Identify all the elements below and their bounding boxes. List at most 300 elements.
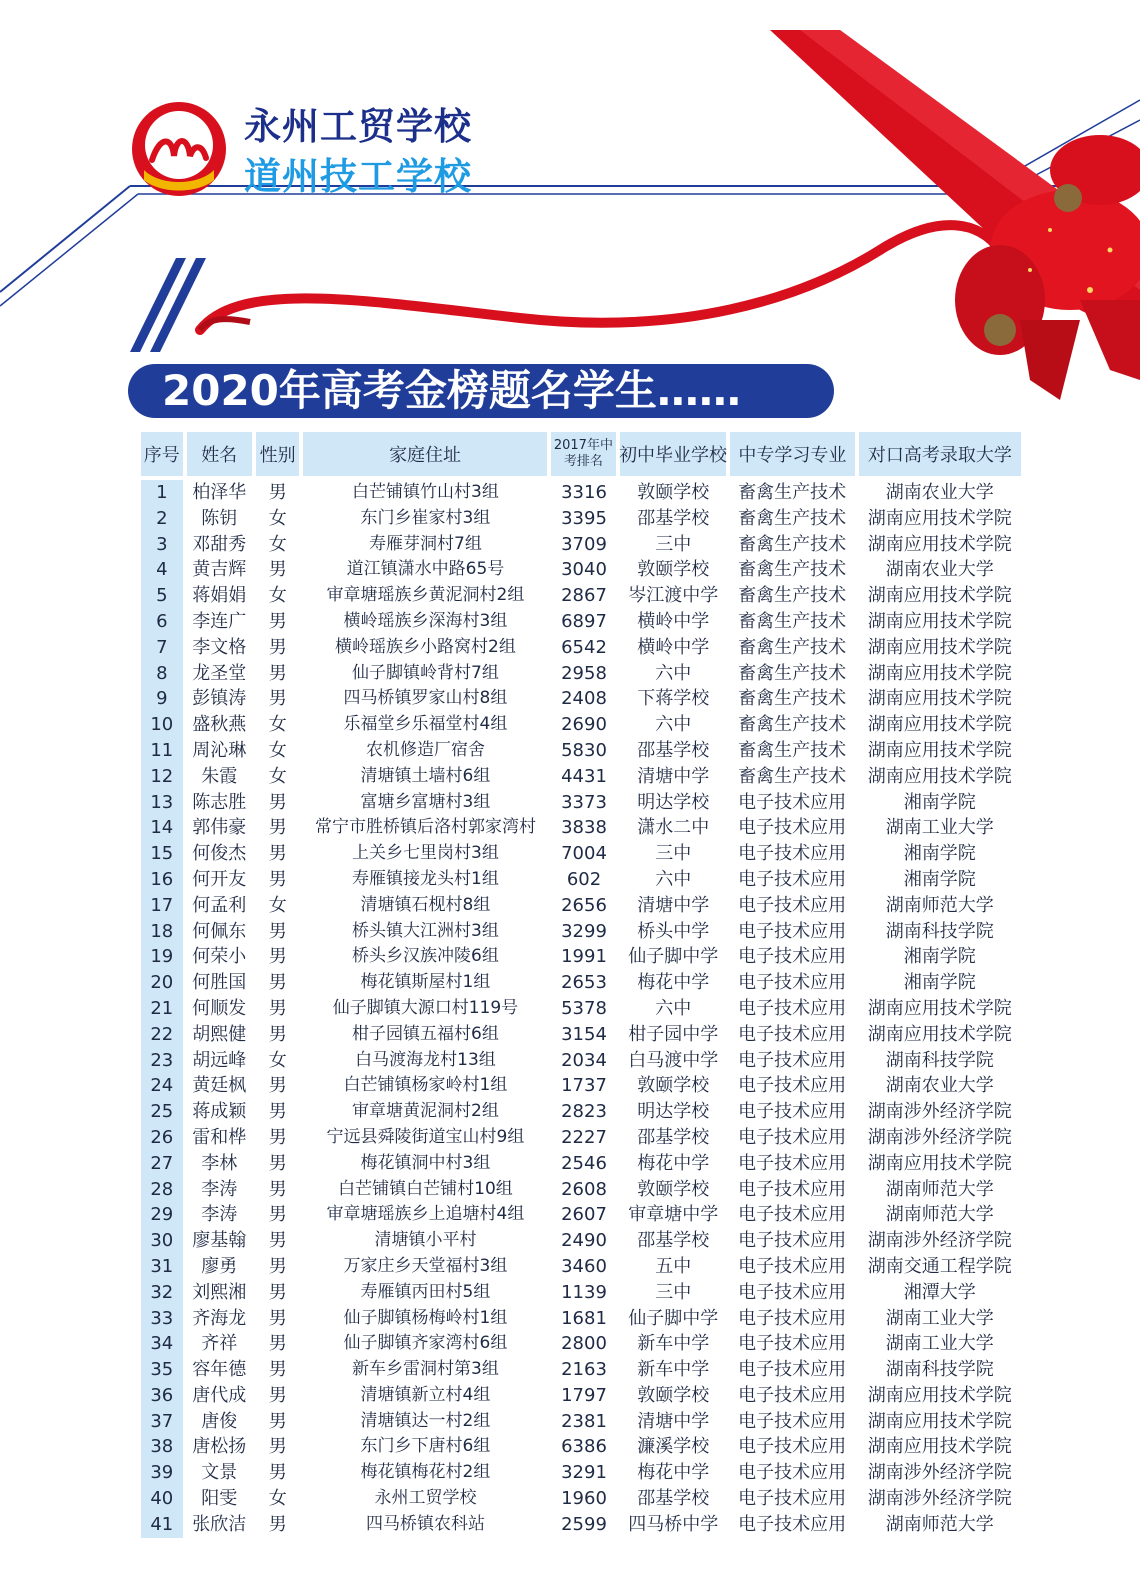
middle-school: 明达学校 <box>637 791 710 813</box>
exam-rank: 1991 <box>561 946 607 968</box>
table-row <box>141 841 1021 867</box>
row-number: 20 <box>141 970 183 996</box>
exam-rank: 2608 <box>561 1178 607 1200</box>
vocational-major: 电子技术应用 <box>738 1049 847 1071</box>
row-number: 34 <box>141 1331 183 1357</box>
table-row <box>141 790 1021 816</box>
exam-rank: 6386 <box>561 1436 607 1458</box>
row-number: 40 <box>141 1486 183 1512</box>
home-address: 东门乡崔家村3组 <box>360 507 491 528</box>
middle-school: 仙子脚中学 <box>628 1307 719 1329</box>
student-name: 容年德 <box>192 1359 247 1381</box>
student-sex: 男 <box>268 1126 287 1148</box>
row-number: 1 <box>141 480 183 506</box>
table-row <box>141 738 1021 764</box>
student-sex: 男 <box>268 868 287 890</box>
row-number: 2 <box>141 506 183 532</box>
home-address: 寿雁镇丙田村5组 <box>360 1281 491 1302</box>
student-name: 齐祥 <box>201 1333 238 1355</box>
exam-rank: 2653 <box>561 972 607 994</box>
row-number: 18 <box>141 919 183 945</box>
admitted-university: 湖南科技学院 <box>885 1359 994 1381</box>
row-number: 26 <box>141 1125 183 1151</box>
middle-school: 敦颐学校 <box>637 1075 710 1097</box>
table-row <box>141 1151 1021 1177</box>
student-sex: 女 <box>268 765 287 787</box>
admitted-university: 湖南工业大学 <box>885 1307 994 1329</box>
student-sex: 女 <box>268 714 287 736</box>
middle-school: 岑江渡中学 <box>628 585 719 607</box>
student-sex: 男 <box>268 843 287 865</box>
table-row <box>141 1280 1021 1306</box>
student-sex: 男 <box>268 559 287 581</box>
home-address: 寿雁镇接龙头村1组 <box>352 868 499 889</box>
row-number: 28 <box>141 1177 183 1203</box>
student-name: 唐松扬 <box>192 1436 247 1458</box>
student-sex: 男 <box>268 1230 287 1252</box>
school-name-primary: 永州工贸学校 <box>244 105 472 148</box>
student-sex: 男 <box>268 920 287 942</box>
exam-rank: 3291 <box>561 1462 607 1484</box>
middle-school: 敦颐学校 <box>637 1384 710 1406</box>
student-name: 阳雯 <box>201 1488 238 1510</box>
home-address: 清塘镇新立村4组 <box>360 1384 491 1405</box>
exam-rank: 6897 <box>561 610 607 632</box>
student-sex: 男 <box>268 1359 287 1381</box>
middle-school: 清塘中学 <box>637 765 710 787</box>
student-name: 廖基翰 <box>192 1230 247 1252</box>
table-row <box>141 1202 1021 1228</box>
middle-school: 六中 <box>655 662 692 684</box>
home-address: 审章塘瑶族乡黄泥洞村2组 <box>326 585 525 606</box>
exam-rank: 3709 <box>561 533 607 555</box>
vocational-major: 电子技术应用 <box>738 946 847 968</box>
middle-school: 六中 <box>655 868 692 890</box>
row-number: 7 <box>141 635 183 661</box>
table-body <box>141 480 1021 1538</box>
row-number: 13 <box>141 790 183 816</box>
table-row <box>141 506 1021 532</box>
student-sex: 男 <box>268 1436 287 1458</box>
exam-rank: 3838 <box>561 817 607 839</box>
admitted-university: 湖南涉外经济学院 <box>867 1101 1012 1123</box>
home-address: 四马桥镇农科站 <box>365 1513 485 1534</box>
admitted-university: 湖南应用技术学院 <box>867 1023 1012 1045</box>
vocational-major: 电子技术应用 <box>738 1075 847 1097</box>
exam-rank: 2381 <box>561 1410 607 1432</box>
row-number: 38 <box>141 1434 183 1460</box>
table-row <box>141 712 1021 738</box>
student-name: 胡熙健 <box>192 1023 247 1045</box>
middle-school: 邵基学校 <box>637 507 710 529</box>
student-sex: 男 <box>268 791 287 813</box>
admitted-university: 湖南师范大学 <box>885 1513 994 1535</box>
student-sex: 男 <box>268 1513 287 1535</box>
home-address: 清塘镇达一村2组 <box>360 1410 491 1431</box>
student-sex: 男 <box>268 1101 287 1123</box>
vocational-major: 电子技术应用 <box>738 894 847 916</box>
admitted-university: 湖南涉外经济学院 <box>867 1488 1012 1510</box>
student-name: 蒋成颖 <box>192 1101 247 1123</box>
admitted-university: 湖南应用技术学院 <box>867 662 1012 684</box>
home-address: 白芒铺镇白芒铺村10组 <box>338 1178 513 1199</box>
admitted-university: 湖南涉外经济学院 <box>867 1126 1012 1148</box>
student-name: 张欣洁 <box>192 1513 247 1535</box>
row-number: 25 <box>141 1099 183 1125</box>
table-row <box>141 1306 1021 1332</box>
exam-rank: 6542 <box>561 636 607 658</box>
middle-school: 梅花中学 <box>637 1462 710 1484</box>
header-no: 序号 <box>141 432 183 476</box>
home-address: 仙子脚镇大源口村119号 <box>332 997 519 1018</box>
admitted-university: 湖南应用技术学院 <box>867 1410 1012 1432</box>
vocational-major: 电子技术应用 <box>738 1281 847 1303</box>
vocational-major: 电子技术应用 <box>738 1488 847 1510</box>
student-name: 龙圣堂 <box>192 662 247 684</box>
admitted-university: 湖南应用技术学院 <box>867 1384 1012 1406</box>
exam-rank: 2546 <box>561 1152 607 1174</box>
student-name: 柏泽华 <box>192 482 247 503</box>
exam-rank: 602 <box>566 868 602 890</box>
row-number: 9 <box>141 686 183 712</box>
admitted-university: 湖南应用技术学院 <box>867 533 1012 555</box>
middle-school: 邵基学校 <box>637 1488 710 1510</box>
home-address: 清塘镇土墙村6组 <box>360 765 491 786</box>
admitted-university: 湘南学院 <box>903 868 976 890</box>
exam-rank: 7004 <box>561 843 607 865</box>
home-address: 横岭瑶族乡深海村3组 <box>343 610 508 631</box>
home-address: 常宁市胜桥镇后洛村郭家湾村 <box>314 817 536 838</box>
middle-school: 清塘中学 <box>637 1410 710 1432</box>
middle-school: 柑子园中学 <box>628 1023 719 1045</box>
middle-school: 白马渡中学 <box>628 1049 719 1071</box>
home-address: 仙子脚镇岭背村7组 <box>352 662 499 683</box>
vocational-major: 电子技术应用 <box>738 1359 847 1381</box>
student-sex: 男 <box>268 1178 287 1200</box>
home-address: 白芒铺镇竹山村3组 <box>352 482 499 502</box>
exam-rank: 2599 <box>561 1513 607 1535</box>
home-address: 乐福堂乡乐福堂村4组 <box>343 714 508 735</box>
table-row <box>141 1383 1021 1409</box>
admitted-university: 湖南交通工程学院 <box>867 1255 1012 1277</box>
home-address: 新车乡雷洞村第3组 <box>352 1359 499 1380</box>
student-sex: 女 <box>268 585 287 607</box>
vocational-major: 电子技术应用 <box>738 1230 847 1252</box>
student-name: 何荣小 <box>192 946 247 968</box>
table-row <box>141 893 1021 919</box>
exam-rank: 3373 <box>561 791 607 813</box>
admitted-university: 湖南涉外经济学院 <box>867 1230 1012 1252</box>
row-number: 17 <box>141 893 183 919</box>
exam-rank: 2607 <box>561 1204 607 1226</box>
red-ribbon-swoosh <box>200 225 1000 330</box>
exam-rank: 3040 <box>561 559 607 581</box>
student-name: 刘熙湘 <box>192 1281 247 1303</box>
middle-school: 潇水二中 <box>637 817 710 839</box>
table-row <box>141 815 1021 841</box>
vocational-major: 电子技术应用 <box>738 1436 847 1458</box>
table-row <box>141 1125 1021 1151</box>
student-name: 彭镇涛 <box>192 688 247 710</box>
student-sex: 男 <box>268 1075 287 1097</box>
home-address: 宁远县舜陵街道宝山村9组 <box>326 1126 525 1147</box>
student-name: 李文格 <box>192 636 247 658</box>
row-number: 36 <box>141 1383 183 1409</box>
exam-rank: 2958 <box>561 662 607 684</box>
table-row <box>141 1409 1021 1435</box>
middle-school: 三中 <box>655 843 692 865</box>
home-address: 东门乡下唐村6组 <box>360 1436 491 1457</box>
home-address: 清塘镇小平村 <box>374 1230 477 1251</box>
vocational-major: 畜禽生产技术 <box>738 482 847 503</box>
admitted-university: 湖南应用技术学院 <box>867 610 1012 632</box>
student-sex: 男 <box>268 1255 287 1277</box>
row-number: 37 <box>141 1409 183 1435</box>
vocational-major: 电子技术应用 <box>738 997 847 1019</box>
admitted-university: 湘南学院 <box>903 791 976 813</box>
vocational-major: 电子技术应用 <box>738 1101 847 1123</box>
student-sex: 男 <box>268 1204 287 1226</box>
admitted-university: 湖南工业大学 <box>885 817 994 839</box>
student-sex: 男 <box>268 1023 287 1045</box>
admitted-university: 湖南农业大学 <box>885 1075 994 1097</box>
admitted-university: 湖南应用技术学院 <box>867 1152 1012 1174</box>
middle-school: 三中 <box>655 533 692 555</box>
exam-rank: 1139 <box>561 1281 607 1303</box>
row-number: 6 <box>141 609 183 635</box>
admitted-university: 湖南师范大学 <box>885 1178 994 1200</box>
student-sex: 男 <box>268 1152 287 1174</box>
student-sex: 男 <box>268 1307 287 1329</box>
middle-school: 六中 <box>655 714 692 736</box>
middle-school: 仙子脚中学 <box>628 946 719 968</box>
table-row <box>141 867 1021 893</box>
vocational-major: 电子技术应用 <box>738 1333 847 1355</box>
middle-school: 清塘中学 <box>637 894 710 916</box>
student-name: 李林 <box>201 1152 238 1174</box>
table-row <box>141 1331 1021 1357</box>
student-name: 何胜国 <box>192 972 247 994</box>
student-name: 何顺发 <box>192 997 247 1019</box>
middle-school: 横岭中学 <box>637 610 710 632</box>
student-sex: 男 <box>268 662 287 684</box>
exam-rank: 3460 <box>561 1255 607 1277</box>
table-header-row <box>141 432 1021 476</box>
home-address: 白芒铺镇杨家岭村1组 <box>343 1075 508 1096</box>
admitted-university: 湖南科技学院 <box>885 1049 994 1071</box>
admitted-university: 湖南师范大学 <box>885 1204 994 1226</box>
student-name: 廖勇 <box>201 1255 238 1277</box>
row-number: 8 <box>141 661 183 687</box>
vocational-major: 畜禽生产技术 <box>738 610 847 632</box>
row-number: 21 <box>141 996 183 1022</box>
vocational-major: 畜禽生产技术 <box>738 559 847 581</box>
vocational-major: 畜禽生产技术 <box>738 714 847 736</box>
header-sex: 性别 <box>256 432 300 476</box>
vocational-major: 畜禽生产技术 <box>738 533 847 555</box>
middle-school: 六中 <box>655 997 692 1019</box>
home-address: 白马渡海龙村13组 <box>355 1049 496 1070</box>
middle-school: 五中 <box>655 1255 692 1277</box>
home-address: 桥头乡汉族冲陵6组 <box>352 946 499 967</box>
admitted-university: 湖南涉外经济学院 <box>867 1462 1012 1484</box>
student-name: 何孟利 <box>192 894 247 916</box>
home-address: 农机修造厂宿舍 <box>365 739 485 760</box>
table-row <box>141 532 1021 558</box>
exam-rank: 1737 <box>561 1075 607 1097</box>
student-sex: 男 <box>268 1384 287 1406</box>
school-emblem-icon <box>130 100 228 198</box>
row-number: 29 <box>141 1202 183 1228</box>
vocational-major: 电子技术应用 <box>738 1255 847 1277</box>
table-row <box>141 583 1021 609</box>
student-name: 周沁琳 <box>192 739 247 761</box>
row-number: 41 <box>141 1512 183 1538</box>
home-address: 仙子脚镇杨梅岭村1组 <box>343 1307 508 1328</box>
student-name: 雷和桦 <box>192 1126 247 1148</box>
middle-school: 邵基学校 <box>637 1126 710 1148</box>
vocational-major: 电子技术应用 <box>738 791 847 813</box>
student-sex: 男 <box>268 972 287 994</box>
student-sex: 男 <box>268 688 287 710</box>
row-number: 11 <box>141 738 183 764</box>
middle-school: 四马桥中学 <box>628 1513 719 1535</box>
home-address: 四马桥镇罗家山村8组 <box>343 688 508 709</box>
exam-rank: 2227 <box>561 1126 607 1148</box>
header-major: 中专学习专业 <box>730 432 855 476</box>
exam-rank: 5378 <box>561 997 607 1019</box>
home-address: 永州工贸学校 <box>374 1488 477 1509</box>
student-name: 朱霞 <box>201 765 238 787</box>
home-address: 寿雁芽洞村7组 <box>369 533 482 554</box>
vocational-major: 电子技术应用 <box>738 1023 847 1045</box>
student-name: 陈志胜 <box>192 791 247 813</box>
row-number: 4 <box>141 557 183 583</box>
vocational-major: 电子技术应用 <box>738 843 847 865</box>
exam-rank: 2690 <box>561 714 607 736</box>
student-name: 何俊杰 <box>192 843 247 865</box>
admitted-university: 湖南应用技术学院 <box>867 739 1012 761</box>
vocational-major: 电子技术应用 <box>738 868 847 890</box>
table-row <box>141 1177 1021 1203</box>
student-sex: 男 <box>268 997 287 1019</box>
vocational-major: 畜禽生产技术 <box>738 688 847 710</box>
table-row <box>141 996 1021 1022</box>
table-row <box>141 944 1021 970</box>
table-row <box>141 1512 1021 1538</box>
home-address: 富塘乡富塘村3组 <box>360 791 491 812</box>
exam-rank: 3154 <box>561 1023 607 1045</box>
vocational-major: 电子技术应用 <box>738 972 847 994</box>
school-name-secondary: 道州技工学校 <box>244 155 472 198</box>
admitted-university: 湖南应用技术学院 <box>867 714 1012 736</box>
exam-rank: 2800 <box>561 1333 607 1355</box>
row-number: 22 <box>141 1022 183 1048</box>
vocational-major: 畜禽生产技术 <box>738 739 847 761</box>
student-sex: 女 <box>268 894 287 916</box>
vocational-major: 电子技术应用 <box>738 1126 847 1148</box>
row-number: 30 <box>141 1228 183 1254</box>
exam-rank: 2163 <box>561 1359 607 1381</box>
home-address: 梅花镇洞中村3组 <box>360 1152 491 1173</box>
student-name: 齐海龙 <box>192 1307 247 1329</box>
vocational-major: 电子技术应用 <box>738 1384 847 1406</box>
home-address: 道江镇潇水中路65号 <box>346 559 505 580</box>
student-name: 黄吉辉 <box>192 559 247 581</box>
middle-school: 审章塘中学 <box>628 1204 719 1226</box>
student-sex: 男 <box>268 817 287 839</box>
vocational-major: 畜禽生产技术 <box>738 765 847 787</box>
school-names <box>244 104 472 200</box>
middle-school: 敦颐学校 <box>637 482 710 503</box>
table-row <box>141 480 1021 506</box>
exam-rank: 5830 <box>561 739 607 761</box>
table-row <box>141 1022 1021 1048</box>
student-name: 李涛 <box>201 1204 238 1226</box>
home-address: 桥头镇大江洲村3组 <box>352 920 499 941</box>
row-number: 12 <box>141 764 183 790</box>
table-row <box>141 970 1021 996</box>
admitted-university: 湘南学院 <box>903 972 976 994</box>
header-rank: 2017年中考排名 <box>551 432 616 476</box>
row-number: 19 <box>141 944 183 970</box>
admitted-university: 湖南师范大学 <box>885 894 994 916</box>
row-number: 31 <box>141 1254 183 1280</box>
table-row <box>141 1048 1021 1074</box>
admitted-university: 湖南应用技术学院 <box>867 688 1012 710</box>
admitted-university: 湖南应用技术学院 <box>867 507 1012 529</box>
row-number: 24 <box>141 1073 183 1099</box>
exam-rank: 2408 <box>561 688 607 710</box>
table-row <box>141 1073 1021 1099</box>
student-sex: 男 <box>268 482 287 503</box>
middle-school: 新车中学 <box>637 1333 710 1355</box>
vocational-major: 电子技术应用 <box>738 1152 847 1174</box>
row-number: 35 <box>141 1357 183 1383</box>
slash-stripes-decoration <box>130 258 206 352</box>
table-row <box>141 661 1021 687</box>
middle-school: 敦颐学校 <box>637 559 710 581</box>
student-name: 陈钥 <box>201 507 238 529</box>
admitted-university: 湘南学院 <box>903 843 976 865</box>
admitted-university: 湖南应用技术学院 <box>867 1436 1012 1458</box>
row-number: 39 <box>141 1460 183 1486</box>
exam-rank: 3299 <box>561 920 607 942</box>
home-address: 仙子脚镇齐家湾村6组 <box>343 1333 508 1354</box>
student-name: 文景 <box>201 1462 238 1484</box>
admitted-university: 湖南应用技术学院 <box>867 636 1012 658</box>
exam-rank: 2867 <box>561 585 607 607</box>
student-sex: 女 <box>268 1049 287 1071</box>
student-sex: 女 <box>268 1488 287 1510</box>
admitted-university: 湖南农业大学 <box>885 559 994 581</box>
row-number: 33 <box>141 1306 183 1332</box>
middle-school: 三中 <box>655 1281 692 1303</box>
home-address: 梅花镇梅花村2组 <box>360 1462 491 1483</box>
table-row <box>141 1099 1021 1125</box>
student-name: 蒋娟娟 <box>192 585 247 607</box>
student-name: 李涛 <box>201 1178 238 1200</box>
student-name: 何开友 <box>192 868 247 890</box>
row-number: 10 <box>141 712 183 738</box>
student-name: 唐代成 <box>192 1384 247 1406</box>
exam-rank: 3395 <box>561 507 607 529</box>
home-address: 横岭瑶族乡小路窝村2组 <box>335 636 516 657</box>
student-sex: 女 <box>268 739 287 761</box>
home-address: 上关乡七里岗村3组 <box>352 843 499 864</box>
exam-rank: 2823 <box>561 1101 607 1123</box>
student-sex: 女 <box>268 507 287 529</box>
